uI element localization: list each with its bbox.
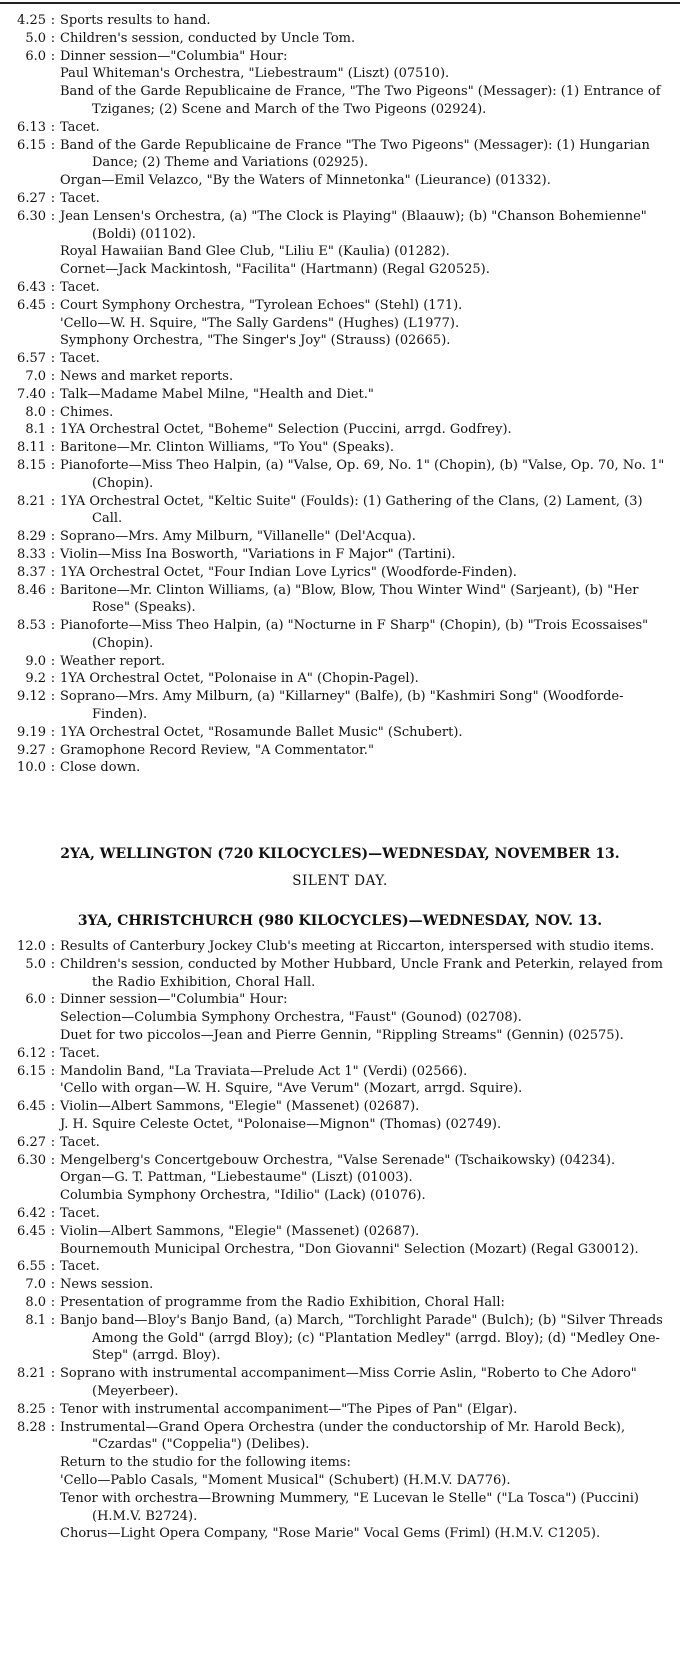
program-line: Gramophone Record Review, "A Commentator.": [60, 742, 374, 758]
program-entry: 10.0 : Close down.: [0, 759, 700, 777]
program-line: 'Cello with organ—W. H. Squire, "Ave Verum" (Mozart, arrgd. Squire).: [60, 1081, 523, 1097]
program-entry: 8.15 : Pianoforte—Miss Theo Halpin, (a) "Valse, Op. 69, No. 1" (Chopin), (b) "Valse, Op. 70, No. 1" (Chopin).: [0, 457, 700, 493]
program-line: Violin—Albert Sammons, "Elegie" (Massenet) (02687).: [60, 1223, 420, 1239]
program-entry: 8.21 : Soprano with instrumental accompaniment—Miss Corrie Aslin, "Roberto to Che Adoro" (Meyerbeer).: [0, 1365, 700, 1401]
program-line: Tacet.: [60, 119, 100, 135]
program-line: News session.: [60, 1277, 154, 1293]
program-line: 1YA Orchestral Octet, "Keltic Suite" (Foulds): (1) Gathering of the Clans, (2) Lament, (3) Call.: [60, 493, 643, 527]
program-entry: 8.0 : Chimes.: [0, 404, 700, 422]
program-entry: 6.27 : Tacet.: [0, 1134, 700, 1152]
program-line: Tacet.: [60, 351, 100, 367]
program-line: Children's session, conducted by Uncle Tom.: [60, 30, 356, 46]
program-entry: 8.29 : Soprano—Mrs. Amy Milburn, "Villanelle" (Del'Acqua).: [0, 528, 700, 546]
program-entry: 6.15 : Mandolin Band, "La Traviata—Prelude Act 1" (Verdi) (02566). 'Cello with organ—W. H. Squire, "Ave Verum" (Mozart, arrgd. Squire).: [0, 1063, 700, 1099]
program-line: Band of the Garde Republicaine de France "The Two Pigeons" (Messager): (1) Hungarian Dance; (2) Theme and Variations (02925).: [60, 137, 650, 171]
program-entry: 6.57 : Tacet.: [0, 350, 700, 368]
program-line: Selection—Columbia Symphony Orchestra, "Faust" (Gounod) (02708).: [60, 1010, 522, 1026]
program-entry: 9.0 : Weather report.: [0, 653, 700, 671]
station-heading: 2YA, WELLINGTON (720 KILOCYCLES)—WEDNESDAY, NOVEMBER 13.: [60, 846, 620, 862]
program-line: 1YA Orchestral Octet, "Boheme" Selection (Puccini, arrgd. Godfrey).: [60, 422, 512, 438]
program-entry: 6.15 : Band of the Garde Republicaine de France "The Two Pigeons" (Messager): (1) Hungarian Dance; (2) Theme and Variations (02925). Organ—Emil Velazco, "By the Waters of Minnetonka" (Lieurance) (01332).: [0, 137, 700, 190]
program-line: Pianoforte—Miss Theo Halpin, (a) "Valse, Op. 69, No. 1" (Chopin), (b) "Valse, Op. 70, No. 1" (Chopin).: [60, 457, 665, 491]
program-line: Soprano—Mrs. Amy Milburn, (a) "Killarney" (Balfe), (b) "Kashmiri Song" (Woodforde-Finden).: [60, 689, 624, 723]
program-entry: 9.19 : 1YA Orchestral Octet, "Rosamunde Ballet Music" (Schubert).: [0, 724, 700, 742]
top-rule: [0, 2, 680, 4]
program-line: Cornet—Jack Mackintosh, "Facilita" (Hartmann) (Regal G20525).: [60, 262, 490, 278]
program-entry: 8.11 : Baritone—Mr. Clinton Williams, "To You" (Speaks).: [0, 439, 700, 457]
program-line: Organ—Emil Velazco, "By the Waters of Minnetonka" (Lieurance) (01332).: [60, 173, 551, 189]
program-entry: 6.45 : Court Symphony Orchestra, "Tyrolean Echoes" (Stehl) (171). 'Cello—W. H. Squire, "The Sally Gardens" (Hughes) (L1977). Symphony Orchestra, "The Singer's Joy" (Strauss) (02665).: [0, 297, 700, 350]
program-line: Duet for two piccolos—Jean and Pierre Gennin, "Rippling Streams" (Gennin) (02575).: [60, 1027, 624, 1043]
program-entry: 6.0 : Dinner session—"Columbia" Hour: Paul Whiteman's Orchestra, "Liebestraum" (Liszt) (07510). Band of the Garde Republicaine de France, "The Two Pigeons" (Messager): (1) Entrance of Tziganes; (2) Scene and March of the Two Pigeons (02924).: [0, 48, 700, 119]
program-line: Soprano with instrumental accompaniment—Miss Corrie Aslin, "Roberto to Che Adoro" (Meyerbeer).: [60, 1366, 637, 1399]
program-line: Return to the studio for the following items:: [60, 1455, 351, 1471]
program-entry: 6.0 : Dinner session—"Columbia" Hour: Selection—Columbia Symphony Orchestra, "Faust" (Gounod) (02708). Duet for two piccolos—Jean and Pierre Gennin, "Rippling Streams" (Gennin) (02575).: [0, 991, 700, 1044]
program-entry: 6.30 : Mengelberg's Concertgebouw Orchestra, "Valse Serenade" (Tschaikowsky) (04234). Organ—G. T. Pattman, "Liebestaume" (Liszt) (01003). Columbia Symphony Orchestra, "Idilio" (Lack) (01076).: [0, 1152, 700, 1205]
program-entry: 5.0 : Children's session, conducted by Mother Hubbard, Uncle Frank and Peterkin, relayed from the Radio Exhibition, Choral Hall.: [0, 956, 700, 992]
program-entry: 9.27 : Gramophone Record Review, "A Commentator.": [0, 742, 700, 760]
program-line: Close down.: [60, 760, 141, 776]
program-entry: 8.46 : Baritone—Mr. Clinton Williams, (a) "Blow, Blow, Thou Winter Wind" (Sarjeant), (b) "Her Rose" (Speaks).: [0, 582, 700, 618]
program-line: Tacet.: [60, 1205, 100, 1221]
program-entry: 6.45 : Violin—Albert Sammons, "Elegie" (Massenet) (02687). Bournemouth Municipal Orchestra, "Don Giovanni" Selection (Mozart) (Regal G30012).: [0, 1223, 700, 1259]
program-line: Violin—Albert Sammons, "Elegie" (Massenet) (02687).: [60, 1099, 420, 1115]
program-entry: 6.45 : Violin—Albert Sammons, "Elegie" (Massenet) (02687). J. H. Squire Celeste Octet, "Polonaise—Mignon" (Thomas) (02749).: [0, 1098, 700, 1134]
program-entry: 6.55 : Tacet.: [0, 1258, 700, 1276]
program-line: Chorus—Light Opera Company, "Rose Marie" Vocal Gems (Friml) (H.M.V. C1205).: [60, 1526, 601, 1542]
program-line: 'Cello—W. H. Squire, "The Sally Gardens" (Hughes) (L1977).: [60, 315, 460, 331]
program-entry: 8.1 : Banjo band—Bloy's Banjo Band, (a) March, "Torchlight Parade" (Bulch); (b) "Silver Threads Among the Gold" (arrgd Bloy); (c) "Plantation Medley" (arrgd. Bloy); (d) "Medley One-Step" (arrgd. Bloy).: [0, 1312, 700, 1365]
program-line: Soprano—Mrs. Amy Milburn, "Villanelle" (Del'Acqua).: [60, 529, 416, 545]
program-entry: 8.33 : Violin—Miss Ina Bosworth, "Variations in F Major" (Tartini).: [0, 546, 700, 564]
program-entry: 7.0 : News and market reports.: [0, 368, 700, 386]
program-line: Tacet.: [60, 279, 100, 295]
station-2ya-header: [0, 845, 700, 889]
program-entry: 8.37 : 1YA Orchestral Octet, "Four Indian Love Lyrics" (Woodforde-Finden).: [0, 564, 700, 582]
program-line: Weather report.: [60, 653, 166, 669]
program-line: Baritone—Mr. Clinton Williams, (a) "Blow, Blow, Thou Winter Wind" (Sarjeant), (b) "Her Rose" (Speaks).: [60, 582, 639, 616]
program-entry: 12.0 : Results of Canterbury Jockey Club's meeting at Riccarton, interspersed with studio items.: [0, 938, 700, 956]
program-line: Sports results to hand.: [60, 13, 211, 28]
program-line: Children's session, conducted by Mother Hubbard, Uncle Frank and Peterkin, relayed from the Radio Exhibition, Choral Hall.: [60, 956, 663, 990]
program-entry: 7.0 : News session.: [0, 1276, 700, 1294]
program-entry: 8.21 : 1YA Orchestral Octet, "Keltic Suite" (Foulds): (1) Gathering of the Clans, (2) Lament, (3) Call.: [0, 493, 700, 529]
program-entry: 4.25 : Sports results to hand.: [0, 12, 700, 30]
station-3ya-schedule: [0, 938, 700, 1543]
program-line: J. H. Squire Celeste Octet, "Polonaise—Mignon" (Thomas) (02749).: [60, 1116, 502, 1132]
program-line: Columbia Symphony Orchestra, "Idilio" (Lack) (01076).: [60, 1188, 426, 1204]
program-entry: 6.13 : Tacet.: [0, 119, 700, 137]
silent-day-label: SILENT DAY.: [292, 873, 388, 889]
program-entry: 8.0 : Presentation of programme from the Radio Exhibition, Choral Hall:: [0, 1294, 700, 1312]
program-entry: 8.53 : Pianoforte—Miss Theo Halpin, (a) "Nocturne in F Sharp" (Chopin), (b) "Trois Ecossaises" (Chopin).: [0, 617, 700, 653]
program-line: Mandolin Band, "La Traviata—Prelude Act 1" (Verdi) (02566).: [60, 1063, 468, 1079]
program-line: Tacet.: [60, 190, 100, 206]
program-line: Pianoforte—Miss Theo Halpin, (a) "Nocturne in F Sharp" (Chopin), (b) "Trois Ecossaises" (Chopin).: [60, 618, 649, 651]
program-line: Talk—Madame Mabel Milne, "Health and Diet.": [60, 386, 374, 402]
program-entry: 6.43 : Tacet.: [0, 279, 700, 297]
program-line: 1YA Orchestral Octet, "Polonaise in A" (Chopin-Pagel).: [60, 671, 419, 687]
station-heading: 3YA, CHRISTCHURCH (980 KILOCYCLES)—WEDNESDAY, NOV. 13.: [77, 913, 603, 929]
program-line: 1YA Orchestral Octet, "Four Indian Love Lyrics" (Woodforde-Finden).: [60, 564, 517, 580]
program-line: Symphony Orchestra, "The Singer's Joy" (Strauss) (02665).: [60, 333, 451, 349]
program-entry: 8.25 : Tenor with instrumental accompaniment—"The Pipes of Pan" (Elgar).: [0, 1401, 700, 1419]
station-1ya-schedule: [0, 12, 700, 777]
program-line: 'Cello—Pablo Casals, "Moment Musical" (Schubert) (H.M.V. DA776).: [60, 1472, 511, 1488]
program-line: Chimes.: [60, 404, 114, 420]
program-line: Court Symphony Orchestra, "Tyrolean Echoes" (Stehl) (171).: [60, 297, 463, 313]
program-entry: 8.28 : Instrumental—Grand Opera Orchestra (under the conductorship of Mr. Harold Beck), "Czardas" ("Coppelia") (Delibes). Return to the studio for the following items: 'Cello—Pablo Casals, "Moment Musical" (Schubert) (H.M.V. DA776). Tenor with orchestra—Browning Mummery, "E Lucevan le Stelle" ("La Tosca") (Puccini) (H.M.V. B2724). Chorus—Light Opera Company, "Rose Marie" Vocal Gems (Friml) (H.M.V. C1205).: [0, 1419, 700, 1544]
program-line: Violin—Miss Ina Bosworth, "Variations in F Major" (Tartini).: [60, 546, 456, 562]
program-entry: 6.27 : Tacet.: [0, 190, 700, 208]
program-line: Paul Whiteman's Orchestra, "Liebestraum" (Liszt) (07510).: [60, 66, 450, 82]
program-line: Jean Lensen's Orchestra, (a) "The Clock is Playing" (Blaauw); (b) "Chanson Bohemienne" (Boldi) (01102).: [60, 208, 647, 242]
program-entry: 9.12 : Soprano—Mrs. Amy Milburn, (a) "Killarney" (Balfe), (b) "Kashmiri Song" (Woodforde-Finden).: [0, 688, 700, 724]
program-entry: 7.40 : Talk—Madame Mabel Milne, "Health and Diet.": [0, 386, 700, 404]
program-entry: 5.0 : Children's session, conducted by Uncle Tom.: [0, 30, 700, 48]
program-line: Tacet.: [60, 1134, 100, 1150]
program-line: 1YA Orchestral Octet, "Rosamunde Ballet Music" (Schubert).: [60, 724, 463, 740]
program-line: Royal Hawaiian Band Glee Club, "Liliu E" (Kaulia) (01282).: [60, 244, 450, 260]
program-line: Results of Canterbury Jockey Club's meeting at Riccarton, interspersed with studio items.: [60, 939, 655, 954]
program-entry: 6.12 : Tacet.: [0, 1045, 700, 1063]
program-line: Band of the Garde Republicaine de France, "The Two Pigeons" (Messager): (1) Entrance of Tziganes; (2) Scene and March of the Two Pigeons (02924).: [60, 84, 661, 117]
program-line: Mengelberg's Concertgebouw Orchestra, "Valse Serenade" (Tschaikowsky) (04234).: [60, 1152, 616, 1168]
station-3ya-header: [0, 912, 700, 930]
program-line: Tenor with orchestra—Browning Mummery, "E Lucevan le Stelle" ("La Tosca") (Puccini) (H.M.V. B2724).: [60, 1490, 639, 1524]
program-line: Bournemouth Municipal Orchestra, "Don Giovanni" Selection (Mozart) (Regal G30012).: [60, 1241, 639, 1257]
program-line: Tacet.: [60, 1259, 100, 1275]
program-line: Tacet.: [60, 1045, 100, 1061]
program-line: Banjo band—Bloy's Banjo Band, (a) March, "Torchlight Parade" (Bulch); (b) "Silver Threads Among the Gold" (arrgd Bloy); (c) "Plantation Medley" (arrgd. Bloy); (d) "Medley One-Step" (arrgd. Bloy).: [60, 1312, 663, 1364]
program-entry: 6.42 : Tacet.: [0, 1205, 700, 1223]
program-line: Dinner session—"Columbia" Hour:: [60, 48, 288, 64]
program-line: Baritone—Mr. Clinton Williams, "To You" (Speaks).: [60, 440, 394, 456]
program-line: Presentation of programme from the Radio Exhibition, Choral Hall:: [60, 1294, 505, 1310]
program-line: Instrumental—Grand Opera Orchestra (under the conductorship of Mr. Harold Beck), "Czardas" ("Coppelia") (Delibes).: [60, 1419, 626, 1453]
program-entry: 9.2 : 1YA Orchestral Octet, "Polonaise in A" (Chopin-Pagel).: [0, 670, 700, 688]
program-line: Dinner session—"Columbia" Hour:: [60, 992, 288, 1008]
program-entry: 6.30 : Jean Lensen's Orchestra, (a) "The Clock is Playing" (Blaauw); (b) "Chanson Bohemienne" (Boldi) (01102). Royal Hawaiian Band Glee Club, "Liliu E" (Kaulia) (01282). Cornet—Jack Mackintosh, "Facilita" (Hartmann) (Regal G20525).: [0, 208, 700, 279]
program-line: News and market reports.: [60, 368, 234, 384]
program-line: Tenor with instrumental accompaniment—"The Pipes of Pan" (Elgar).: [60, 1401, 518, 1417]
program-entry: 8.1 : 1YA Orchestral Octet, "Boheme" Selection (Puccini, arrgd. Godfrey).: [0, 421, 700, 439]
program-line: Organ—G. T. Pattman, "Liebestaume" (Liszt) (01003).: [60, 1170, 413, 1186]
